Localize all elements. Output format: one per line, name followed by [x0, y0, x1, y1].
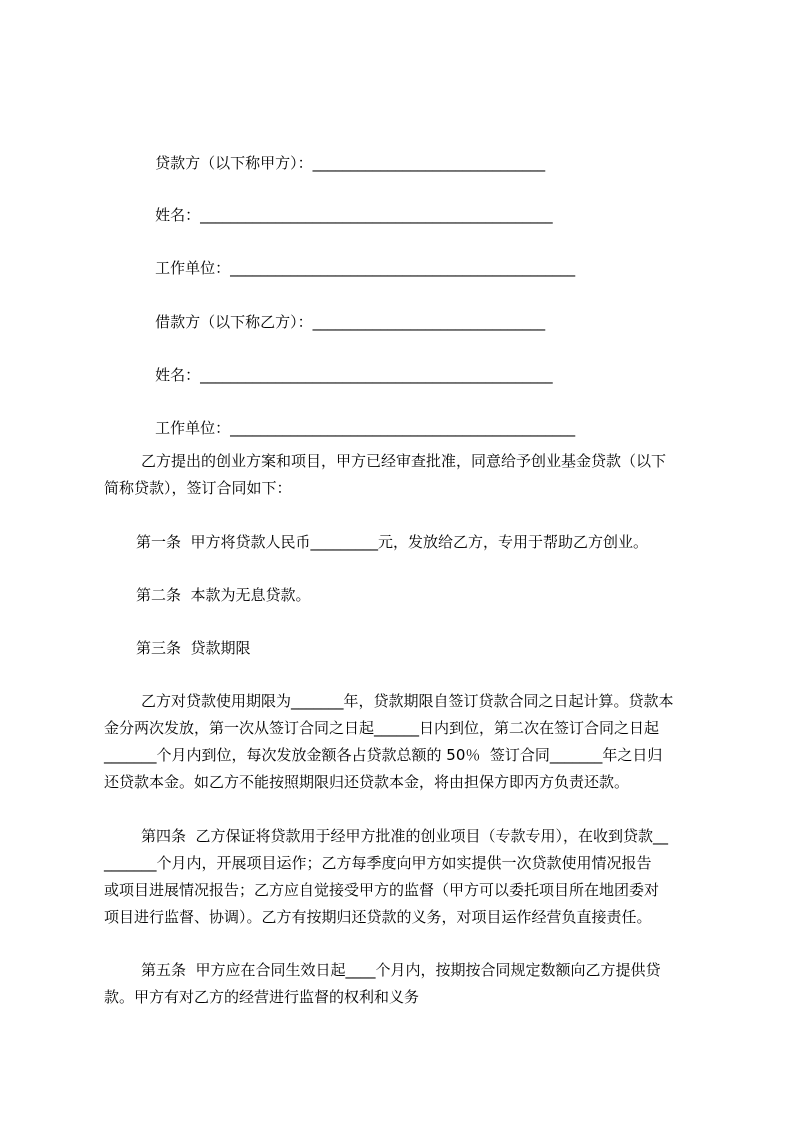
- article-2: 第二条 本款为无息贷款。: [136, 586, 311, 604]
- article-4-line-2: _______个月内，开展项目运作；乙方每季度向甲方如实提供一次贷款使用情况报告: [104, 854, 652, 872]
- article-3-body-line-3: _______个月内到位，每次发放金额各占贷款总额的 50％ 签订合同_______年之日归: [104, 746, 663, 764]
- borrower-blank: _______________________________: [312, 313, 546, 331]
- borrower-unit-blank: ______________________________________________: [230, 419, 576, 437]
- borrower-name-blank: _______________________________________________: [200, 366, 553, 384]
- lender-unit-label: 工作单位：: [155, 259, 231, 277]
- article-1: 第一条 甲方将贷款人民币_________元，发放给乙方，专用于帮助乙方创业。: [136, 533, 649, 551]
- borrower-name-field: [136, 345, 553, 405]
- borrower-unit-label: 工作单位：: [155, 419, 231, 437]
- lender-name-field: [136, 185, 553, 245]
- article-3-body-line-4: 还贷款本金。如乙方不能按照期限归还贷款本金，将由担保方即丙方负责还款。: [104, 773, 630, 791]
- lender-name-label: 姓名：: [155, 206, 201, 224]
- article-5-line-1: 第五条 甲方应在合同生效日起____个月内，按期按合同规定数额向乙方提供贷: [141, 961, 661, 979]
- lender-field: [136, 133, 545, 193]
- lender-name-blank: _______________________________________________: [200, 206, 553, 224]
- article-4-line-1: 第四条 乙方保证将贷款用于经甲方批准的创业项目（专款专用），在收到贷款__: [141, 827, 669, 845]
- article-4-line-3: 或项目进展情况报告；乙方应自觉接受甲方的监督（甲方可以委托项目所在地团委对: [104, 881, 660, 899]
- article-3-heading: 第三条 贷款期限: [136, 639, 251, 657]
- article-5-line-2: 款。甲方有对乙方的经营进行监督的权利和义务: [104, 988, 420, 1006]
- borrower-name-label: 姓名：: [155, 366, 201, 384]
- lender-label: 贷款方（以下称甲方）：: [155, 154, 313, 172]
- intro-line-2: 简称贷款），签订合同如下：: [104, 479, 292, 497]
- borrower-label: 借款方（以下称乙方）：: [155, 313, 313, 331]
- article-3-body-line-1: 乙方对贷款使用期限为_______年，贷款期限自签订贷款合同之日起计算。贷款本: [141, 692, 674, 710]
- borrower-field: [136, 292, 545, 352]
- article-3-body-line-2: 金分两次发放，第一次从签订合同之日起______日内到位，第二次在签订合同之日起: [104, 719, 660, 737]
- intro-line-1: 乙方提出的创业方案和项目，甲方已经审查批准，同意给予创业基金贷款（以下: [141, 452, 667, 470]
- borrower-unit-field: [136, 398, 575, 458]
- lender-unit-blank: ______________________________________________: [230, 259, 576, 277]
- lender-blank: _______________________________: [312, 154, 546, 172]
- lender-unit-field: [136, 238, 575, 298]
- article-4-line-4: 项目进行监督、协调）。乙方有按期归还贷款的义务，对项目运作经营负直接责任。: [104, 908, 652, 926]
